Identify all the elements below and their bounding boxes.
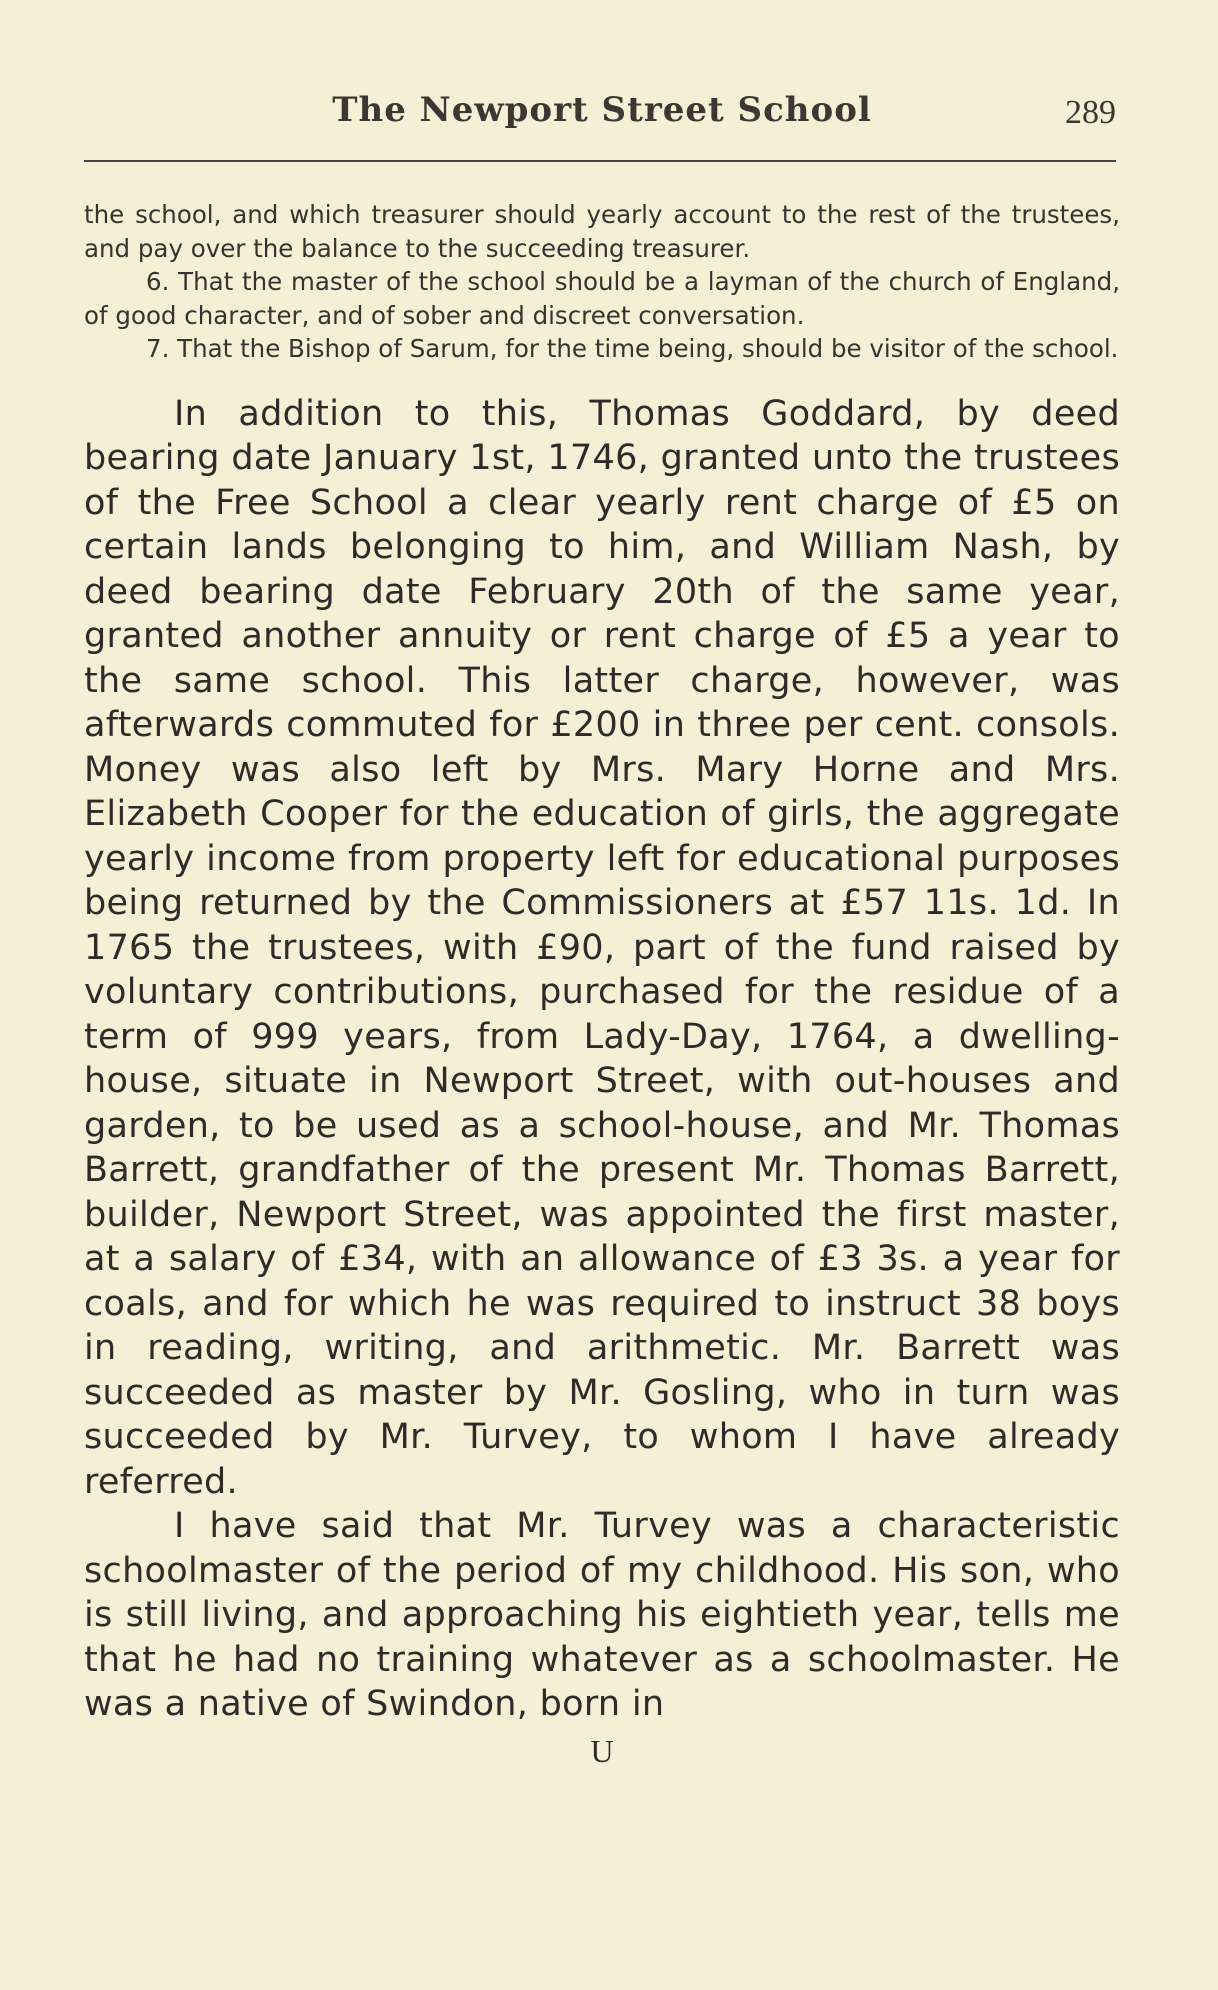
page-number: 289	[1065, 94, 1116, 131]
rules-continued	[84, 198, 1120, 366]
signature-mark: U	[590, 1732, 614, 1769]
rule-6: 6. That the master of the school should be a layman of the church of England, of good character, and of sober and discreet conversation.	[84, 267, 1120, 330]
body-paragraph-1: In addition to this, Thomas Goddard, by deed bearing date January 1st, 1746, granted unto the trustees of the Free School a clear yearly rent charge of £5 on certain lands belonging to him, and William Nash, by deed bearing date February 20th of the same year, granted another annuity or rent charge of £5 a year to the same school. This latter charge, however, was afterwards commuted for £200 in three per cent. consols. Money was also left by Mrs. Mary Horne and Mrs. Elizabeth Cooper for the education of girls, the aggregate yearly income from property left for educational purposes being returned by the Commissioners at £57 11s. 1d. In 1765 the trustees, with £90, part of the fund raised by voluntary contributions, purchased for the residue of a term of 999 years, from Lady-Day, 1764, a dwelling-house, situate in Newport Street, with out-houses and garden, to be used as a school-house, and Mr. Thomas Barrett, grandfather of the present Mr. Thomas Barrett, builder, Newport Street, was appointed the first master, at a salary of £34, with an allowance of £3 3s. a year for coals, and for which he was required to instruct 38 boys in reading, writing, and arithmetic. Mr. Barrett was succeeded as master by Mr. Gosling, who in turn was succeeded by Mr. Turvey, to whom I have already referred.	[84, 393, 1120, 1502]
book-page	[84, 80, 1120, 1960]
rule-7: 7. That the Bishop of Sarum, for the time being, should be visitor of the school.	[146, 334, 1119, 363]
header-rule	[84, 160, 1116, 162]
body-paragraph-2: I have said that Mr. Turvey was a characteristic schoolmaster of the period of my childhood. His son, who is still living, and approaching his eightieth year, tells me that he had no training whatever as a schoolmaster. He was a native of Swindon, born in	[84, 1506, 1120, 1724]
running-title: The Newport Street School	[332, 90, 872, 130]
running-head	[84, 80, 1120, 140]
main-text	[84, 392, 1120, 1727]
rule-continuation: the school, and which treasurer should yearly account to the rest of the trustees, and pay over the balance to the succeeding treasurer.	[84, 200, 1120, 263]
